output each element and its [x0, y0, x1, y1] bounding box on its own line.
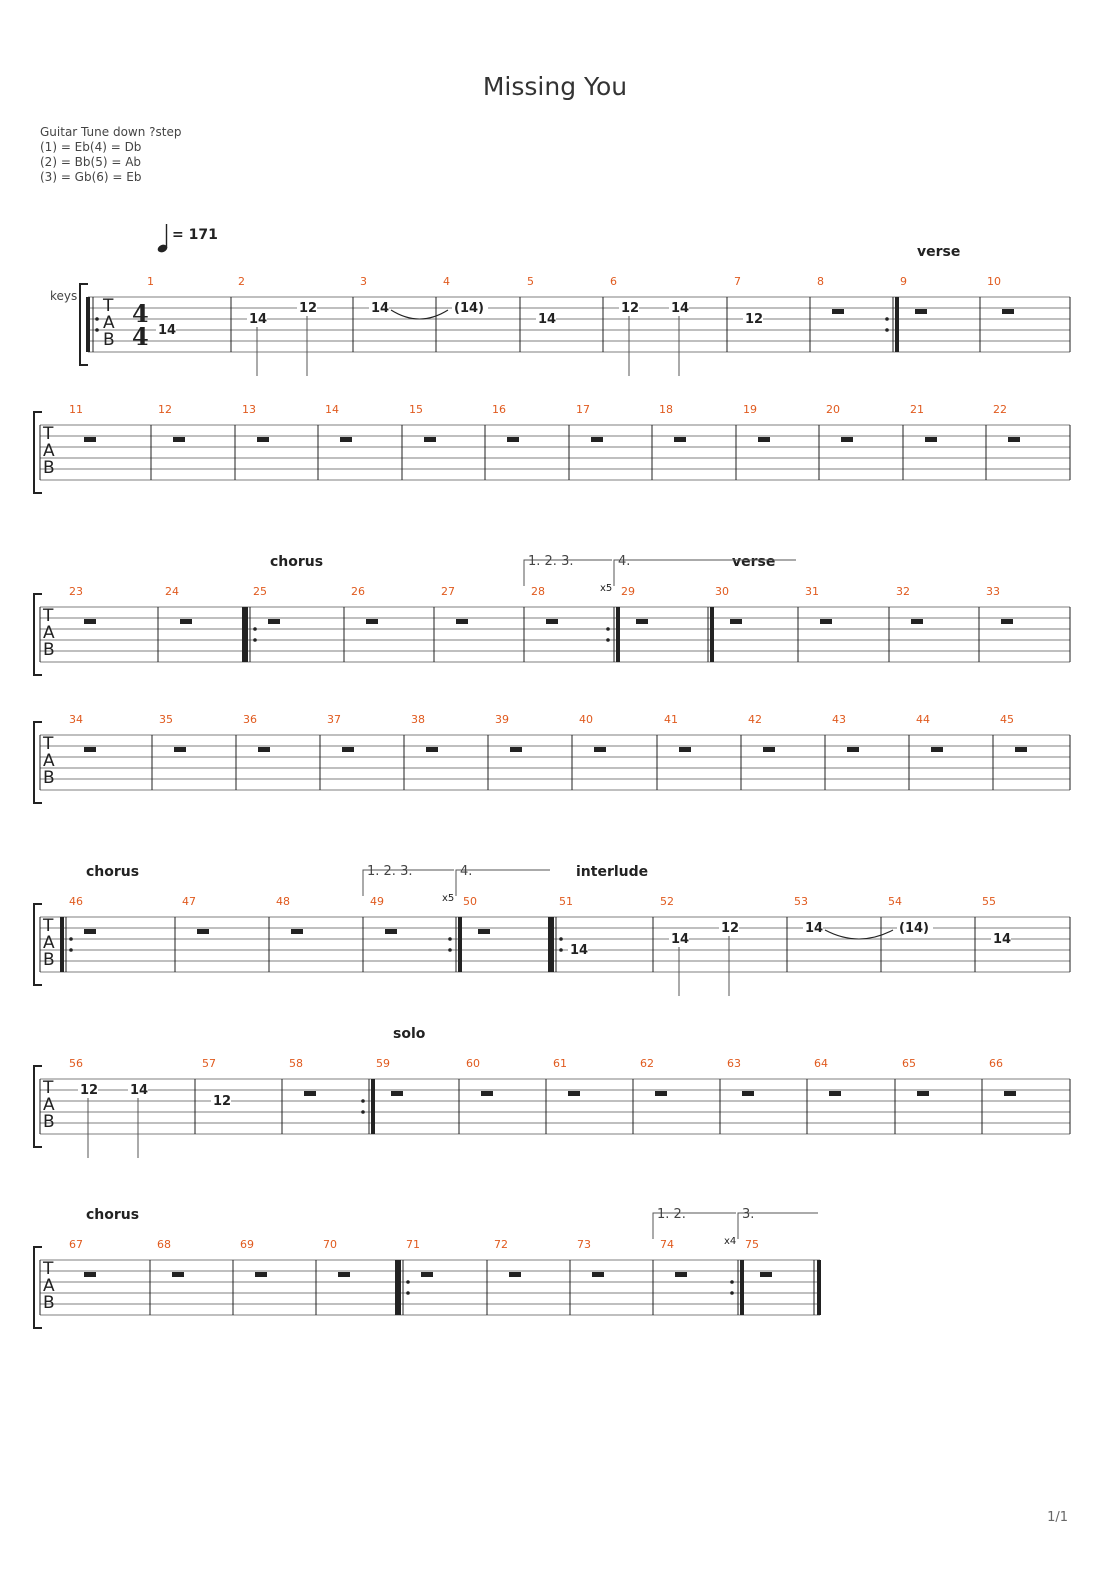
- volta-label: 1. 2.: [657, 1207, 686, 1222]
- whole-rest: [180, 619, 192, 624]
- whole-rest: [268, 619, 280, 624]
- measure-number: 71: [406, 1238, 420, 1251]
- measure-number: 53: [794, 895, 808, 908]
- repeat-dot: [95, 328, 99, 332]
- measure-number: 10: [987, 275, 1001, 288]
- tab-clef-letter: B: [43, 1293, 55, 1313]
- repeat-end-dot: [730, 1280, 734, 1284]
- time-signature-bottom: 4: [132, 322, 149, 351]
- double-bar-thick: [895, 297, 899, 352]
- measure-number: 13: [242, 403, 256, 416]
- thick-start-bar: [458, 917, 462, 972]
- measure-number: 25: [253, 585, 267, 598]
- measure-number: 1: [147, 275, 154, 288]
- whole-rest: [911, 619, 923, 624]
- fret-number: (14): [454, 301, 484, 316]
- whole-rest: [84, 929, 96, 934]
- tab-clef-letter: B: [103, 330, 115, 350]
- measure-number: 50: [463, 895, 477, 908]
- tuning-line-3: (3) = Gb(6) = Eb: [40, 170, 142, 184]
- fret-number: 14: [538, 312, 557, 327]
- tab-clef-letter: B: [43, 950, 55, 970]
- fret-number: 14: [249, 312, 268, 327]
- fret-number: 14: [671, 301, 690, 316]
- whole-rest: [304, 1091, 316, 1096]
- measure-number: 69: [240, 1238, 254, 1251]
- repeat-end-dot: [885, 317, 889, 321]
- whole-rest: [758, 437, 770, 442]
- measure-number: 18: [659, 403, 673, 416]
- whole-rest: [366, 619, 378, 624]
- whole-rest: [915, 309, 927, 314]
- measure-number: 42: [748, 713, 762, 726]
- repeat-start-thick: [244, 607, 248, 662]
- whole-rest: [1008, 437, 1020, 442]
- instrument-label: keys: [50, 289, 78, 303]
- fret-number: 14: [158, 323, 177, 338]
- whole-rest: [546, 619, 558, 624]
- repeat-end-dot: [448, 948, 452, 952]
- measure-number: 58: [289, 1057, 303, 1070]
- measure-number: 15: [409, 403, 423, 416]
- whole-rest: [763, 747, 775, 752]
- measure-number: 20: [826, 403, 840, 416]
- tab-clef-letter: A: [43, 751, 55, 771]
- whole-rest: [1001, 619, 1013, 624]
- measure-number: 63: [727, 1057, 741, 1070]
- whole-rest: [481, 1091, 493, 1096]
- repeat-end-dot: [606, 627, 610, 631]
- measure-number: 2: [238, 275, 245, 288]
- thick-start-bar: [371, 1079, 375, 1134]
- repeat-start-dot: [69, 937, 73, 941]
- measure-number: 22: [993, 403, 1007, 416]
- measure-number: 24: [165, 585, 179, 598]
- measure-number: 16: [492, 403, 506, 416]
- fret-number: 14: [371, 301, 390, 316]
- whole-rest: [291, 929, 303, 934]
- whole-rest: [1002, 309, 1014, 314]
- measure-number: 45: [1000, 713, 1014, 726]
- repeat-count: x5: [442, 893, 455, 904]
- whole-rest: [594, 747, 606, 752]
- whole-rest: [679, 747, 691, 752]
- tuning-line-2: (2) = Bb(5) = Ab: [40, 155, 142, 169]
- repeat-start-thick: [397, 1260, 401, 1315]
- repeat-end-dot: [606, 638, 610, 642]
- system-bracket: [34, 412, 42, 493]
- section-label: chorus: [270, 554, 324, 570]
- measure-number: 12: [158, 403, 172, 416]
- fret-number: 14: [805, 921, 824, 936]
- measure-number: 19: [743, 403, 757, 416]
- fret-number: 12: [621, 301, 640, 316]
- whole-rest: [832, 309, 844, 314]
- whole-rest: [510, 747, 522, 752]
- repeat-start-dot: [253, 638, 257, 642]
- measure-number: 40: [579, 713, 593, 726]
- whole-rest: [456, 619, 468, 624]
- measure-number: 31: [805, 585, 819, 598]
- thick-start-bar: [616, 607, 620, 662]
- tab-clef-letter: T: [43, 424, 54, 444]
- tab-clef-letter: T: [43, 916, 54, 936]
- tab-clef-letter: T: [103, 296, 114, 316]
- whole-rest: [173, 437, 185, 442]
- tempo-value: = 171: [172, 227, 218, 243]
- tab-clef-letter: T: [43, 1259, 54, 1279]
- system-bracket: [34, 1066, 42, 1147]
- tab-clef-letter: T: [43, 734, 54, 754]
- section-label: chorus: [86, 864, 140, 880]
- whole-rest: [478, 929, 490, 934]
- fret-number: (14): [899, 921, 929, 936]
- measure-number: 4: [443, 275, 450, 288]
- fret-number: 14: [130, 1083, 149, 1098]
- whole-rest: [655, 1091, 667, 1096]
- measure-number: 41: [664, 713, 678, 726]
- measure-number: 6: [610, 275, 617, 288]
- measure-number: 5: [527, 275, 534, 288]
- whole-rest: [340, 437, 352, 442]
- whole-rest: [338, 1272, 350, 1277]
- measure-number: 26: [351, 585, 365, 598]
- whole-rest: [507, 437, 519, 442]
- whole-rest: [675, 1272, 687, 1277]
- system-bracket: [34, 722, 42, 803]
- measure-number: 65: [902, 1057, 916, 1070]
- measure-number: 29: [621, 585, 635, 598]
- whole-rest: [424, 437, 436, 442]
- volta-label: 3.: [742, 1207, 755, 1222]
- measure-number: 54: [888, 895, 902, 908]
- measure-number: 55: [982, 895, 996, 908]
- whole-rest: [391, 1091, 403, 1096]
- measure-number: 38: [411, 713, 425, 726]
- system-bracket: [34, 594, 42, 675]
- measure-number: 59: [376, 1057, 390, 1070]
- repeat-end-dot: [885, 328, 889, 332]
- tab-clef-letter: A: [43, 933, 55, 953]
- measure-number: 28: [531, 585, 545, 598]
- whole-rest: [568, 1091, 580, 1096]
- measure-number: 34: [69, 713, 83, 726]
- measure-number: 72: [494, 1238, 508, 1251]
- whole-rest: [257, 437, 269, 442]
- tie-arc: [825, 930, 893, 939]
- tab-clef-letter: A: [43, 1095, 55, 1115]
- volta-label: 4.: [460, 864, 473, 879]
- whole-rest: [385, 929, 397, 934]
- measure-number: 37: [327, 713, 341, 726]
- measure-number: 64: [814, 1057, 828, 1070]
- repeat-start-dot: [406, 1280, 410, 1284]
- measure-number: 9: [900, 275, 907, 288]
- volta-label: 1. 2. 3.: [367, 864, 413, 879]
- whole-rest: [426, 747, 438, 752]
- measure-number: 57: [202, 1057, 216, 1070]
- repeat-start-dot: [559, 937, 563, 941]
- thick-start-bar: [740, 1260, 744, 1315]
- repeat-start-dot: [253, 627, 257, 631]
- measure-number: 68: [157, 1238, 171, 1251]
- measure-number: 66: [989, 1057, 1003, 1070]
- whole-rest: [84, 1272, 96, 1277]
- whole-rest: [760, 1272, 772, 1277]
- measure-number: 36: [243, 713, 257, 726]
- whole-rest: [174, 747, 186, 752]
- repeat-dot: [95, 317, 99, 321]
- whole-rest: [829, 1091, 841, 1096]
- whole-rest: [925, 437, 937, 442]
- tuning-heading: Guitar Tune down ?step: [40, 125, 182, 139]
- whole-rest: [197, 929, 209, 934]
- repeat-count: x4: [724, 1236, 737, 1247]
- tab-clef-letter: B: [43, 640, 55, 660]
- whole-rest: [742, 1091, 754, 1096]
- measure-number: 75: [745, 1238, 759, 1251]
- measure-number: 44: [916, 713, 930, 726]
- whole-rest: [84, 747, 96, 752]
- whole-rest: [636, 619, 648, 624]
- measure-number: 43: [832, 713, 846, 726]
- measure-number: 47: [182, 895, 196, 908]
- fret-number: 14: [570, 943, 589, 958]
- whole-rest: [255, 1272, 267, 1277]
- tie-arc: [391, 310, 448, 319]
- whole-rest: [931, 747, 943, 752]
- measure-number: 74: [660, 1238, 674, 1251]
- measure-number: 35: [159, 713, 173, 726]
- tab-clef-letter: A: [103, 313, 115, 333]
- measure-number: 30: [715, 585, 729, 598]
- measure-number: 32: [896, 585, 910, 598]
- whole-rest: [84, 619, 96, 624]
- page-number: 1/1: [1047, 1510, 1068, 1525]
- tab-clef-letter: B: [43, 1112, 55, 1132]
- whole-rest: [172, 1272, 184, 1277]
- section-label: verse: [732, 554, 776, 570]
- section-label: solo: [393, 1026, 426, 1042]
- whole-rest: [421, 1272, 433, 1277]
- whole-rest: [847, 747, 859, 752]
- measure-number: 3: [360, 275, 367, 288]
- measure-number: 62: [640, 1057, 654, 1070]
- final-thick-bar: [817, 1260, 821, 1315]
- measure-number: 49: [370, 895, 384, 908]
- measure-number: 56: [69, 1057, 83, 1070]
- double-bar-thick: [710, 607, 714, 662]
- measure-number: 27: [441, 585, 455, 598]
- whole-rest: [730, 619, 742, 624]
- tuning-line-1: (1) = Eb(4) = Db: [40, 140, 142, 154]
- repeat-start-dot: [406, 1291, 410, 1295]
- tab-clef-letter: B: [43, 458, 55, 478]
- measure-number: 23: [69, 585, 83, 598]
- system-bracket: [34, 1247, 42, 1328]
- time-signature-top: 4: [132, 299, 149, 328]
- whole-rest: [84, 437, 96, 442]
- whole-rest: [841, 437, 853, 442]
- system-bracket: [34, 904, 42, 985]
- measure-number: 14: [325, 403, 339, 416]
- repeat-end-dot: [361, 1099, 365, 1103]
- fret-number: 12: [213, 1094, 232, 1109]
- measure-number: 21: [910, 403, 924, 416]
- fret-number: 12: [745, 312, 764, 327]
- repeat-thick-bar: [86, 297, 90, 352]
- repeat-start-dot: [559, 948, 563, 952]
- fret-number: 14: [993, 932, 1012, 947]
- whole-rest: [509, 1272, 521, 1277]
- measure-number: 51: [559, 895, 573, 908]
- repeat-end-dot: [730, 1291, 734, 1295]
- repeat-end-dot: [361, 1110, 365, 1114]
- section-label: chorus: [86, 1207, 140, 1223]
- whole-rest: [1015, 747, 1027, 752]
- fret-number: 12: [80, 1083, 99, 1098]
- section-label: verse: [917, 244, 961, 260]
- fret-number: 14: [671, 932, 690, 947]
- measure-number: 70: [323, 1238, 337, 1251]
- section-label: interlude: [576, 864, 649, 880]
- whole-rest: [591, 437, 603, 442]
- tab-clef-letter: A: [43, 623, 55, 643]
- measure-number: 48: [276, 895, 290, 908]
- measure-number: 33: [986, 585, 1000, 598]
- tab-clef-letter: T: [43, 1078, 54, 1098]
- fret-number: 12: [299, 301, 318, 316]
- measure-number: 67: [69, 1238, 83, 1251]
- whole-rest: [592, 1272, 604, 1277]
- volta-label: 1. 2. 3.: [528, 554, 574, 569]
- repeat-count: x5: [600, 583, 613, 594]
- repeat-end-dot: [448, 937, 452, 941]
- repeat-start-dot: [69, 948, 73, 952]
- measure-number: 61: [553, 1057, 567, 1070]
- volta-label: 4.: [618, 554, 631, 569]
- repeat-start-thick: [60, 917, 64, 972]
- repeat-start-thick: [550, 917, 554, 972]
- whole-rest: [342, 747, 354, 752]
- measure-number: 52: [660, 895, 674, 908]
- measure-number: 73: [577, 1238, 591, 1251]
- tab-clef-letter: B: [43, 768, 55, 788]
- whole-rest: [917, 1091, 929, 1096]
- measure-number: 11: [69, 403, 83, 416]
- measure-number: 46: [69, 895, 83, 908]
- measure-number: 60: [466, 1057, 480, 1070]
- measure-number: 7: [734, 275, 741, 288]
- fret-number: 12: [721, 921, 740, 936]
- whole-rest: [820, 619, 832, 624]
- whole-rest: [674, 437, 686, 442]
- tab-clef-letter: T: [43, 606, 54, 626]
- song-title: Missing You: [482, 72, 628, 101]
- whole-rest: [258, 747, 270, 752]
- measure-number: 8: [817, 275, 824, 288]
- tab-clef-letter: A: [43, 1276, 55, 1296]
- tab-clef-letter: A: [43, 441, 55, 461]
- whole-rest: [1004, 1091, 1016, 1096]
- measure-number: 39: [495, 713, 509, 726]
- measure-number: 17: [576, 403, 590, 416]
